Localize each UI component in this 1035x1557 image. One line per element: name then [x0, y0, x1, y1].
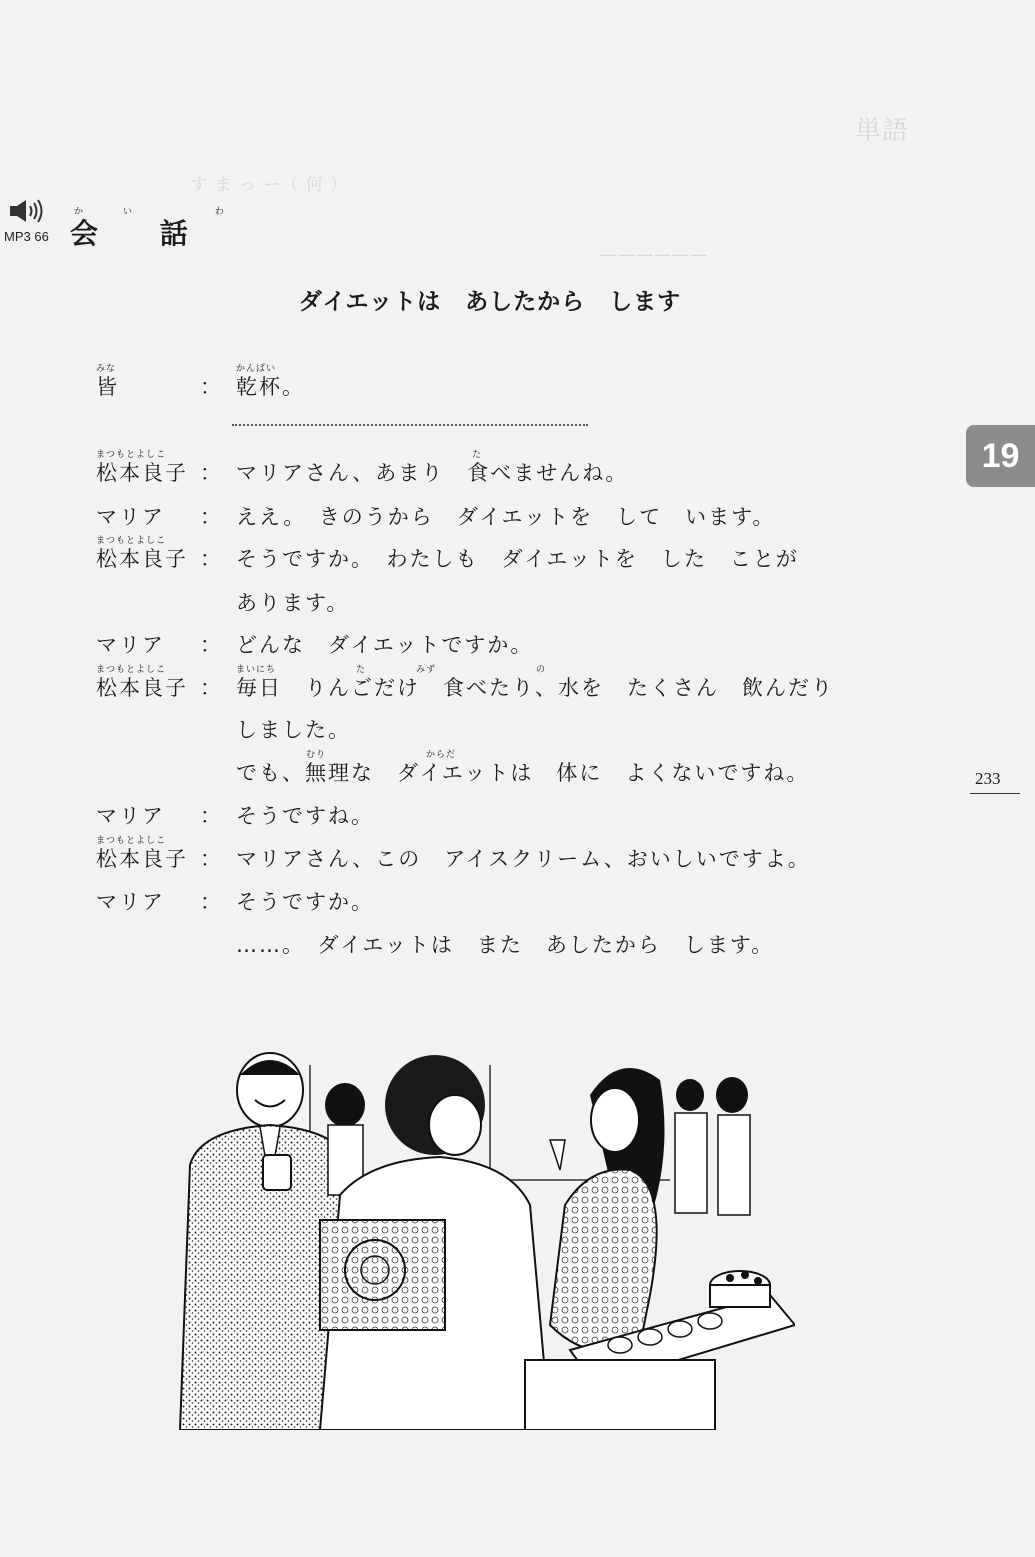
dialog-line: でも、無理な ダイエットは 体に よくないですね。: [236, 761, 810, 785]
speaker-colon: ：: [200, 375, 221, 399]
section-title: 会 話: [70, 217, 214, 250]
dialog-line: マリアさん、あまり 食べませんね。: [236, 461, 629, 485]
audio-marker[interactable]: [8, 198, 68, 224]
speaker-icon: [8, 198, 48, 224]
woman-in-lace-dress: [550, 1068, 665, 1352]
speaker-name: 松本良子: [96, 676, 188, 700]
speaker-colon: ：: [200, 847, 221, 871]
page-number: 233: [975, 769, 1001, 788]
speaker-colon: ：: [200, 547, 221, 571]
dialog-line: ……。 ダイエットは また あしたから します。: [236, 933, 775, 957]
bleed-through: 単語: [855, 116, 910, 146]
speaker-colon: ：: [200, 890, 221, 914]
speaker-ruby: まつもとよしこ: [96, 536, 167, 546]
dialog-line: マリアさん、この アイスクリーム、おいしいですよ。: [236, 847, 811, 871]
speaker-name: マリア: [96, 633, 165, 657]
speaker-ruby: まつもとよしこ: [96, 450, 167, 460]
dialog-line: あります。: [236, 591, 350, 615]
audio-track-label: MP3 66: [4, 229, 49, 244]
party-illustration: [170, 1045, 795, 1430]
text-ruby: た: [472, 450, 483, 460]
speaker-name: 松本良子: [96, 847, 188, 871]
speaker-name: 松本良子: [96, 461, 188, 485]
dialog-line: どんな ダイエットですか。: [236, 633, 534, 657]
background-couple: [675, 1077, 750, 1215]
speaker-ruby: みな: [96, 364, 117, 374]
section-title-ruby: かい わ: [74, 207, 264, 217]
chapter-tab[interactable]: 19: [966, 425, 1035, 487]
text-ruby: まいにち た みず の: [236, 665, 547, 675]
divider: [232, 424, 588, 426]
speaker-name: 皆: [96, 375, 119, 399]
dialog-title: ダイエットは あしたから します: [298, 289, 682, 315]
page-number-rule: [970, 793, 1020, 794]
dialog-line: 乾杯。: [236, 375, 305, 399]
speaker-colon: ：: [200, 804, 221, 828]
speaker-colon: ：: [200, 633, 221, 657]
dialog-line: ええ。 きのうから ダイエットを して います。: [236, 505, 776, 529]
bleed-through: ——————: [600, 245, 708, 265]
speaker-colon: ：: [200, 505, 221, 529]
dialog-line: そうですか。: [236, 890, 374, 914]
speaker-colon: ：: [200, 461, 221, 485]
speaker-ruby: まつもとよしこ: [96, 836, 167, 846]
speaker-colon: ：: [200, 676, 221, 700]
text-ruby: むり からだ: [306, 750, 457, 760]
dialog-line: 毎日 りんごだけ 食べたり、水を たくさん 飲んだり: [236, 676, 834, 700]
speaker-ruby: まつもとよしこ: [96, 665, 167, 675]
speaker-name: マリア: [96, 890, 165, 914]
dialog-line: そうですね。: [236, 804, 374, 828]
speaker-name: マリア: [96, 804, 165, 828]
bleed-through: す ま っ ー（ 何 ）: [190, 175, 349, 195]
speaker-name: 松本良子: [96, 547, 188, 571]
text-ruby: かんぱい: [236, 364, 277, 374]
speaker-name: マリア: [96, 505, 165, 529]
dialog-line: そうですか。 わたしも ダイエットを した ことが: [236, 547, 799, 571]
dialog-line: しました。: [236, 718, 351, 742]
